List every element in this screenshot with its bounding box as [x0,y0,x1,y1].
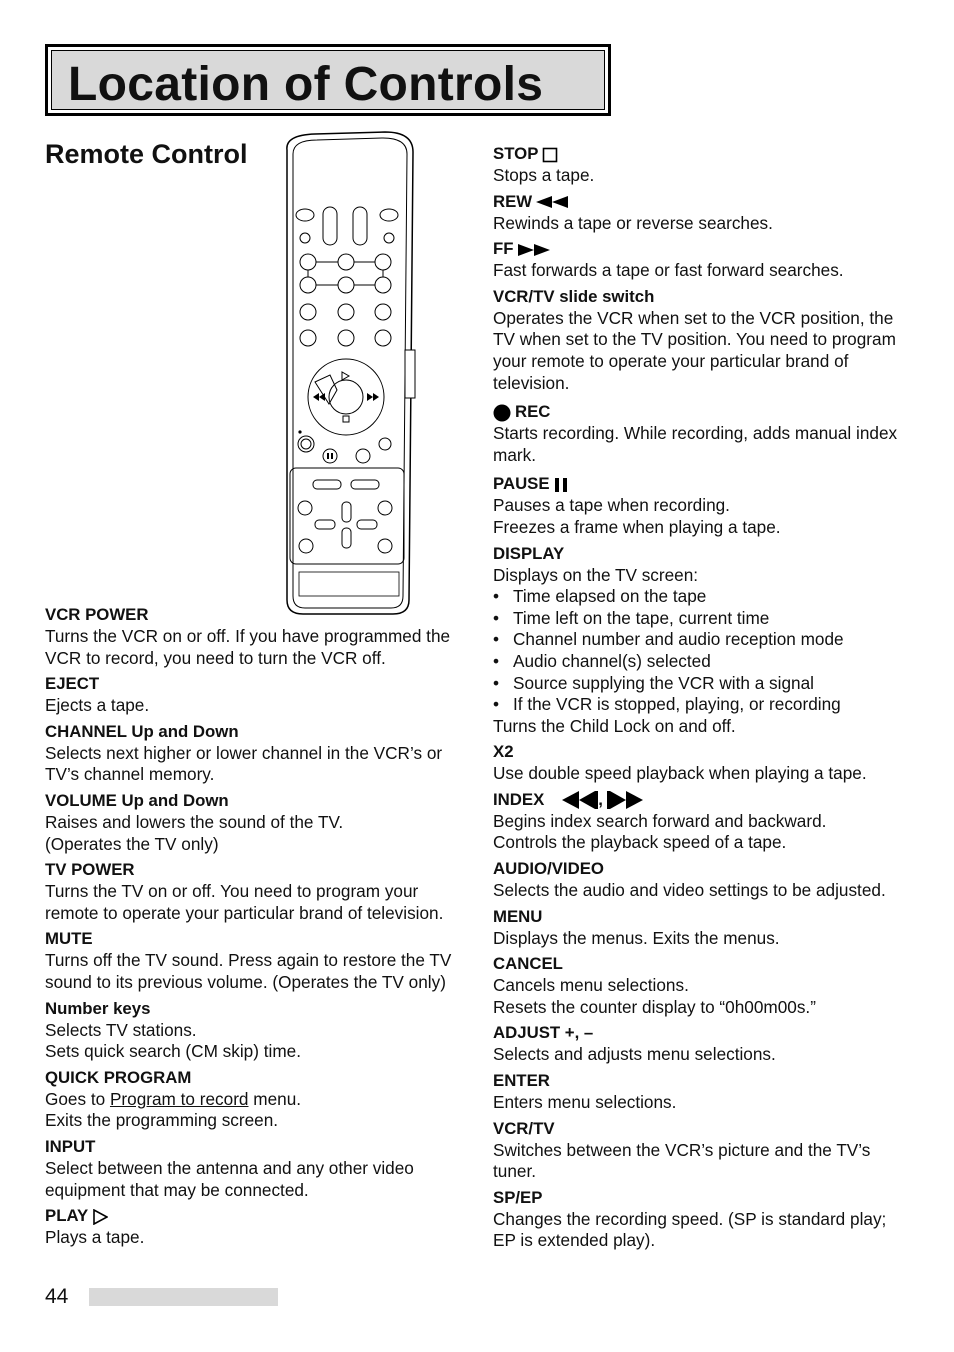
entry-text: Use double speed playback when playing a tape. [493,763,867,784]
entry-heading: INPUT [45,1136,96,1156]
entry-heading: VCR/TV slide switch [493,286,655,306]
entry-text: Rewinds a tape or reverse searches. [493,212,773,233]
entry-heading-row [493,472,913,495]
right-column [493,142,913,1255]
section-title: Remote Control [45,139,248,169]
entry-input [45,1135,465,1201]
bullet-item: • If the VCR is stopped, playing, or recording [493,694,913,716]
entry-text: Pauses a tape when recording. [493,495,730,516]
text-pre: Goes to [45,1088,110,1109]
entry-pause [493,472,913,538]
entry-channel [45,720,465,786]
entry-heading-row [493,237,913,260]
title-box [45,44,611,116]
entry-text: Enters menu selections. [493,1092,677,1113]
entry-heading: AUDIO/VIDEO [493,859,604,879]
remote-control-illustration [275,130,425,616]
entry-heading: ADJUST +, – [493,1023,594,1043]
index-back-icon [562,791,598,809]
entry-text: Selects and adjusts menu selections. [493,1044,776,1065]
entry-heading: SP/EP [493,1187,543,1207]
entry-text: Selects next higher or lower channel in the VCR’s or TV’s channel memory. [45,742,443,785]
play-icon [92,1209,108,1225]
entry-mute [45,927,465,993]
entry-heading: VCR POWER [45,605,149,624]
stop-icon [542,147,558,163]
entry-heading-row [493,142,913,165]
entry-heading-row [493,400,913,423]
entry-heading: INDEX [493,789,545,809]
page-title: Location of Controls [68,58,544,111]
entry-text: Displays the menus. Exits the menus. [493,927,780,948]
bullet-item: • Time left on the tape, current time [493,608,913,630]
entry-text [45,1089,465,1111]
entry-text: Plays a tape. [45,1227,145,1248]
entry-heading: X2 [493,742,514,762]
title-panel [51,50,605,110]
entry-vcr-power [45,603,465,669]
bullet-item: • Channel number and audio reception mode [493,629,913,651]
entry-text: Select between the antenna and any other video equipment that may be connected. [45,1157,414,1200]
entry-heading-row: INDEX , [493,788,913,811]
entry-quick-program [45,1066,465,1132]
bullet-item: • Source supplying the VCR with a signal [493,673,913,695]
entry-rec [493,400,913,466]
entry-heading: MUTE [45,929,93,949]
entry-heading: CANCEL [493,954,563,974]
entry-enter [493,1069,913,1114]
entry-text: Turns off the TV sound. Press again to restore the TV sound to its previous volume. (Operates the TV only) [45,950,452,992]
index-forward-icon [607,791,643,809]
entry-audio-video [493,857,913,902]
entry-text: Raises and lowers the sound of the TV. [45,811,344,832]
entry-heading: QUICK PROGRAM [45,1067,192,1087]
entry-text: Sets quick search (CM skip) time. [45,1041,301,1062]
entry-adjust [493,1021,913,1066]
entry-heading: TV POWER [45,860,135,880]
fast-forward-icon [518,244,552,256]
bullet-item: • Audio channel(s) selected [493,651,913,673]
entry-number-keys [45,997,465,1063]
entry-text: Controls the playback speed of a tape. [493,832,787,853]
entry-heading: PAUSE [493,474,550,494]
text-post: menu. [248,1088,302,1109]
entry-tv-power [45,858,465,924]
entry-text: Freezes a frame when playing a tape. [493,516,781,537]
program-to-record-link[interactable]: Program to record [109,1088,249,1109]
entry-text: Turns the Child Lock on and off. [493,715,736,736]
pause-icon [554,477,568,493]
entry-text: Resets the counter display to “0h00m00s.” [493,996,816,1017]
entry-text: Changes the recording speed. (SP is standard play; EP is extended play). [493,1208,887,1251]
entry-heading: STOP [493,144,539,163]
entry-heading: DISPLAY [493,543,565,563]
left-column [45,603,465,1252]
record-icon [493,404,511,422]
entry-vcr-tv-slide-switch [493,285,913,394]
entry-heading-row [493,190,913,213]
rewind-icon [536,196,570,208]
entry-text: Starts recording. While recording, adds manual index mark. [493,423,898,465]
entry-text: Exits the programming screen. [45,1110,279,1131]
entry-stop [493,142,913,187]
entry-text: Turns the TV on or off. You need to program your remote to operate your particular brand of television. [45,881,444,923]
entry-heading: VOLUME Up and Down [45,790,229,810]
entry-text: Selects the audio and video settings to be adjusted. [493,880,886,901]
entry-eject [45,672,465,717]
page-footer-bar [89,1288,278,1306]
entry-heading: PLAY [45,1206,89,1226]
entry-rew [493,190,913,235]
entry-heading: VCR/TV [493,1118,555,1138]
entry-sp-ep [493,1186,913,1252]
entry-text: Operates the VCR when set to the VCR position, the TV when set to the TV position. You need to program your remote to operate your particular brand of television. [493,307,896,393]
page-number: 44 [45,1285,69,1308]
entry-heading-row [45,1204,465,1227]
entry-index [493,788,913,854]
entry-text: Begins index search forward and backward. [493,810,827,831]
entry-text: Ejects a tape. [45,695,150,716]
bullet-item: • Time elapsed on the tape [493,586,913,608]
entry-text: Selects TV stations. [45,1019,197,1040]
entry-text: Cancels menu selections. [493,975,689,996]
entry-vcr-tv [493,1117,913,1183]
entry-menu [493,905,913,950]
entry-x2 [493,740,913,785]
entry-heading: MENU [493,906,543,926]
entry-ff [493,237,913,282]
entry-heading: CHANNEL Up and Down [45,721,239,741]
entry-cancel [493,952,913,1018]
entry-heading: FF [493,239,514,259]
entry-text: Turns the VCR on or off. If you have programmed the VCR to record, you need to turn the VCR off. [45,626,451,668]
entry-text: Fast forwards a tape or fast forward searches. [493,260,844,281]
entry-text: Switches between the VCR’s picture and the TV’s tuner. [493,1139,871,1182]
entry-heading: Number keys [45,998,151,1018]
entry-play [45,1204,465,1249]
entry-heading: EJECT [45,674,100,694]
entry-text: Stops a tape. [493,165,595,185]
entry-text: Displays on the TV screen: [493,564,699,585]
entry-heading: REW [493,191,533,211]
entry-heading: REC [515,402,551,422]
entry-text: (Operates the TV only) [45,833,219,854]
entry-display [493,542,913,738]
entry-volume [45,789,465,855]
entry-heading: ENTER [493,1071,550,1091]
